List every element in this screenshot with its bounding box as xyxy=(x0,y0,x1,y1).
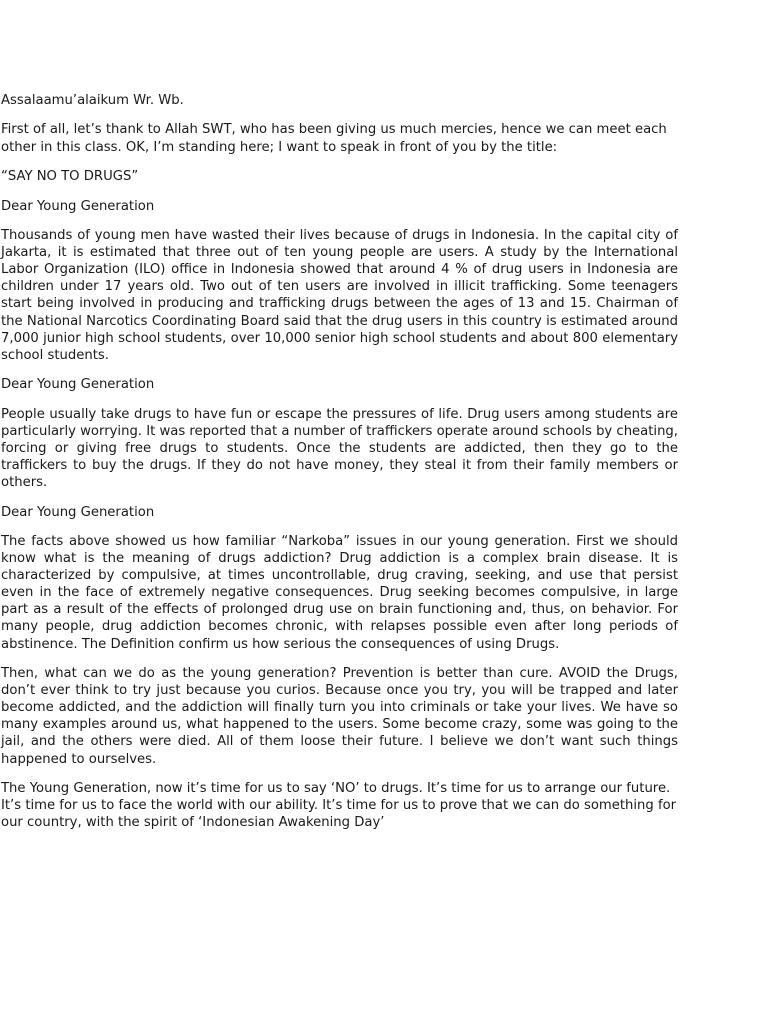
intro-paragraph: First of all, let’s thank to Allah SWT, who has been giving us much mercies, hence we can meet each other in this class. OK, I’m standing here; I want to speak in front of you by the title: xyxy=(1,122,667,155)
salutation: Dear Young Generation xyxy=(1,504,155,520)
paragraph-drug-statistics: Thousands of young men have wasted their lives because of drugs in Indonesia. In the capital city of Jakarta, it is estimated that three out of ten young people are users. A study by the International Labor Organization (ILO) office in Indonesia showed that around 4 % of drug users in Indonesia are children under 17 years old. Two out of ten users are involved in illicit trafficking. Some teenagers start being involved in producing and trafficking drugs between the ages of 13 and 15. Chairman of the National Narcotics Coordinating Board said that the drug users in this country is estimated around 7,000 junior high school students, over 10,000 senior high school students and about 800 elementary school students. xyxy=(1,228,678,363)
paragraph-closing: The Young Generation, now it’s time for us to say ‘NO’ to drugs. It’s time for us to arrange our future. It’s time for us to face the world with our ability. It’s time for us to prove that we can do something for our country, with the spirit of ‘Indonesian Awakening Day’ xyxy=(1,781,677,831)
speech-title: “SAY NO TO DRUGS” xyxy=(1,169,139,185)
salutation: Dear Young Generation xyxy=(1,377,155,393)
paragraph-prevention: Then, what can we do as the young generation? Prevention is better than cure. AVOID the Drugs, don’t ever think to try just because you curios. Because once you try, you will be trapped and later become addicted, and the addiction will finally turn you into criminals or take your lives. We have so many examples around us, what happened to the users. Some become crazy, some was going to the jail, and the others were died. All of them loose their future. I believe we don’t want such things happened to ourselves. xyxy=(1,666,678,767)
paragraph-addiction-definition: The facts above showed us how familiar “Narkoba” issues in our young generation. First we should know what is the meaning of drugs addiction? Drug addiction is a complex brain disease. It is characterized by compulsive, at times uncontrollable, drug craving, seeking, and use that persist even in the face of extremely negative consequences. Drug seeking becomes compulsive, in large part as a result of the effects of prolonged drug use on brain functioning and, thus, on behavior. For many people, drug addiction becomes chronic, with relapses possible even after long periods of abstinence. The Definition confirm us how serious the consequences of using Drugs. xyxy=(1,534,678,652)
salutation: Dear Young Generation xyxy=(1,198,155,214)
speech-document xyxy=(1,92,678,844)
greeting: Assalaamu’alaikum Wr. Wb. xyxy=(1,93,184,108)
paragraph-drug-users-students: People usually take drugs to have fun or escape the pressures of life. Drug users among students are particularly worrying. It was reported that a number of traffickers operate around schools by cheating, forcing or giving free drugs to students. Once the students are addicted, then they go to the traffickers to buy the drugs. If they do not have money, they steal it from their family members or others. xyxy=(1,406,678,491)
